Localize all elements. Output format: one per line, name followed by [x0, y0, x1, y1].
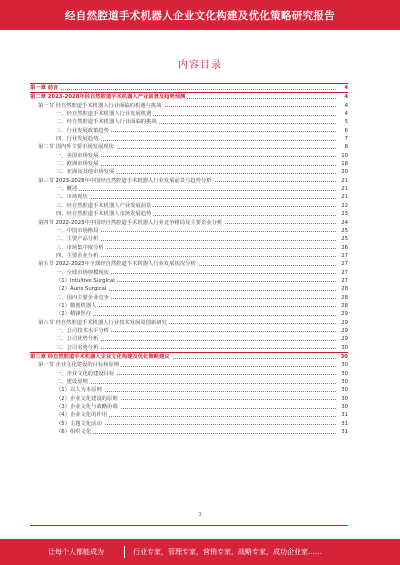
- toc-entry-title: 三、行业发展政策趋势: [30, 127, 111, 135]
- toc-entry-page: 18: [341, 161, 348, 168]
- toc-entry[interactable]: [30, 235, 348, 243]
- toc-entry-page: 20: [341, 169, 348, 176]
- toc-entry-title: 二、市场现状: [30, 193, 90, 201]
- toc-entry-title: （1）Intuitive Surgical: [30, 277, 117, 285]
- toc-entry-page: 30: [341, 404, 348, 411]
- toc-entry-page: 24: [341, 219, 348, 226]
- toc-entry[interactable]: [30, 252, 348, 260]
- toc-entry-title: 一、全球市场规模现状: [30, 269, 111, 277]
- toc-entry-page: 28: [341, 302, 348, 309]
- footer-slogan-divider: [124, 546, 125, 558]
- toc-entry[interactable]: [30, 352, 348, 361]
- toc-entry[interactable]: [30, 285, 348, 293]
- toc-entry-title: 二、经自然腔道手术机器人行业面临的挑战: [30, 118, 159, 126]
- toc-entry-page: 4: [344, 102, 348, 109]
- toc-entry[interactable]: [30, 92, 348, 101]
- toc-entry-title: 一、概述: [30, 185, 79, 193]
- toc-entry-page: 23: [341, 211, 348, 218]
- toc-entry-page: 22: [341, 202, 348, 209]
- toc-entry-page: 30: [341, 395, 348, 402]
- footer-divider: [30, 525, 348, 526]
- toc-entry-title: 二、主要产品分析: [30, 235, 100, 243]
- toc-entry[interactable]: [30, 210, 348, 218]
- toc-entry-page: 21: [341, 186, 348, 193]
- toc-entry[interactable]: [30, 411, 348, 419]
- toc-entry[interactable]: [30, 420, 348, 428]
- toc-entry-page: 31: [341, 429, 348, 436]
- toc-entry[interactable]: [30, 403, 348, 411]
- toc-entry-title: （4）企业文化的作用: [30, 411, 109, 419]
- table-of-contents: [30, 83, 348, 436]
- toc-entry-page: 27: [341, 269, 348, 276]
- toc-entry-title: 第一节 经自然腔道手术机器人行业面临的机遇与挑战: [30, 102, 164, 110]
- toc-entry[interactable]: [30, 302, 348, 310]
- toc-entry[interactable]: [30, 244, 348, 252]
- toc-entry-title: 一、中国市场格局: [30, 227, 100, 235]
- toc-entry[interactable]: [30, 378, 348, 386]
- toc-entry-title: 二、建设原则: [30, 378, 90, 386]
- toc-entry[interactable]: [30, 168, 348, 176]
- toc-entry-title: 二、国内主要企业竞争: [30, 294, 111, 302]
- toc-entry-page: 30: [341, 344, 348, 351]
- toc-entry[interactable]: [30, 260, 348, 268]
- toc-entry-title: 一、经自然腔道手术机器人行业发展机遇: [30, 110, 153, 118]
- toc-entry-page: 4: [344, 94, 348, 101]
- toc-entry-title: 二、公司优势分析: [30, 335, 100, 343]
- toc-entry-title: （3）企业文化与战略协调: [30, 403, 120, 411]
- report-title: 经自然腔道手术机器人企业文化构建及优化策略研究报告: [65, 10, 335, 22]
- toc-entry-title: （2）企业文化建设的原则: [30, 395, 120, 403]
- toc-entry-title: 二、欧洲市场发展: [30, 160, 100, 168]
- toc-entry[interactable]: [30, 319, 348, 327]
- toc-entry[interactable]: [30, 428, 348, 436]
- footer-slogan-right: 行业专家，管理专家，营销专家，战略专家，成功企业家……: [133, 548, 322, 556]
- toc-entry-page: 29: [341, 319, 348, 326]
- toc-entry[interactable]: [30, 386, 348, 394]
- toc-entry[interactable]: [30, 118, 348, 126]
- toc-entry-page: 30: [341, 370, 348, 377]
- toc-entry[interactable]: [30, 219, 348, 227]
- toc-entry-title: 第三节 2023-2028年中国经自然腔道手术机器人行业发展前景与趋势分析: [30, 177, 214, 185]
- toc-entry[interactable]: [30, 370, 348, 378]
- toc-heading: 内容目录: [178, 60, 222, 71]
- header-banner: [0, 0, 400, 30]
- toc-entry[interactable]: [30, 395, 348, 403]
- toc-entry-page: 6: [344, 127, 348, 134]
- toc-entry-title: 第二节 国内外主要市场发展现状: [30, 143, 116, 151]
- toc-entry-title: 第五节 2022-2023年全球经自然腔道手术机器人行业发展状况分析: [30, 260, 198, 268]
- toc-entry-title: 四、经自然腔道手术机器人市场发展趋势: [30, 210, 153, 218]
- toc-entry[interactable]: [30, 127, 348, 135]
- toc-entry-title: 第六节 经自然腔道手术机器人行业技术发展及创新研究: [30, 319, 169, 327]
- toc-entry-title: 四、行业发展趋势: [30, 135, 100, 143]
- toc-entry-title: 一、企业文化的建设目标: [30, 370, 116, 378]
- toc-entry-title: 第二章 2023-2028年经自然腔道手术机器人产业前景及趋势预测: [30, 94, 186, 101]
- toc-entry-title: 第四节 2022-2023年中国经自然腔道手术机器人行业竞争格局及主要企业分析: [30, 219, 224, 227]
- toc-entry-page: 25: [341, 227, 348, 234]
- toc-entry-page: 27: [341, 277, 348, 284]
- toc-entry-title: 第一章 前言: [30, 85, 59, 91]
- toc-entry[interactable]: [30, 185, 348, 193]
- toc-entry-page: 30: [341, 379, 348, 386]
- toc-entry[interactable]: [30, 135, 348, 143]
- footer-slogan-left: 让每个人都能成为: [48, 548, 104, 556]
- toc-entry-page: 4: [344, 111, 348, 118]
- toc-entry-page: 28: [341, 294, 348, 301]
- toc-entry-page: 21: [341, 194, 348, 201]
- toc-entry[interactable]: [30, 344, 348, 352]
- toc-entry-title: 一、美国市场发展: [30, 152, 100, 160]
- toc-entry-page: 30: [341, 387, 348, 394]
- toc-leader-dots: [30, 89, 336, 90]
- toc-entry-title: 四、主要企业分析: [30, 252, 100, 260]
- toc-entry-title: 三、市场集中度分析: [30, 244, 106, 252]
- toc-entry-page: 31: [341, 412, 348, 419]
- toc-entry[interactable]: [30, 202, 348, 210]
- toc-entry[interactable]: [30, 110, 348, 118]
- toc-entry-title: 一、公司技术水平分析: [30, 327, 111, 335]
- toc-entry-page: 30: [340, 354, 348, 360]
- toc-entry-title: （1）微创机器人: [30, 302, 98, 310]
- toc-entry[interactable]: [30, 310, 348, 318]
- toc-entry-page: 27: [341, 261, 348, 268]
- toc-entry-title: （1）以人为本原则: [30, 386, 104, 394]
- toc-entry[interactable]: [30, 143, 348, 151]
- toc-entry[interactable]: [30, 152, 348, 160]
- toc-entry-page: 26: [341, 244, 348, 251]
- toc-entry-title: （2）Auris Surgical: [30, 285, 108, 293]
- toc-entry-page: 29: [341, 336, 348, 343]
- toc-entry-title: 第三章 经自然腔道手术机器人企业文化构建及优化策略建议: [30, 354, 170, 360]
- toc-entry[interactable]: [30, 327, 348, 335]
- toc-entry-page: 5: [344, 119, 348, 126]
- toc-entry[interactable]: [30, 102, 348, 110]
- page-number: 3: [198, 512, 202, 518]
- toc-entry[interactable]: [30, 160, 348, 168]
- toc-entry[interactable]: [30, 269, 348, 277]
- toc-entry-title: 三、公司劣势分析: [30, 344, 100, 352]
- toc-entry-page: 4: [344, 85, 348, 91]
- toc-entry-page: 7: [344, 136, 348, 143]
- toc-entry[interactable]: [30, 227, 348, 235]
- toc-entry[interactable]: [30, 335, 348, 343]
- toc-entry[interactable]: [30, 294, 348, 302]
- toc-entry-page: 27: [341, 252, 348, 259]
- toc-entry-page: 10: [341, 152, 348, 159]
- toc-entry-page: 29: [341, 327, 348, 334]
- toc-entry[interactable]: [30, 83, 348, 92]
- toc-entry-page: 28: [341, 286, 348, 293]
- toc-entry-title: （5）主题文化活动: [30, 420, 104, 428]
- toc-entry-page: 29: [341, 311, 348, 318]
- toc-entry-title: 三、经自然腔道手术机器人产业发展前景: [30, 202, 153, 210]
- toc-entry[interactable]: [30, 361, 348, 369]
- toc-entry-title: （6）组织文化: [30, 428, 93, 436]
- footer-banner: [0, 539, 400, 565]
- toc-entry-page: 30: [341, 362, 348, 369]
- toc-entry-page: 8: [344, 144, 348, 151]
- toc-entry-title: 三、亚洲及其他市场发展: [30, 168, 116, 176]
- toc-entry[interactable]: [30, 193, 348, 201]
- toc-entry[interactable]: [30, 177, 348, 185]
- toc-entry-title: （2）精锋医疗: [30, 310, 93, 318]
- toc-entry-page: 25: [341, 236, 348, 243]
- toc-entry-page: 31: [341, 420, 348, 427]
- toc-entry[interactable]: [30, 277, 348, 285]
- toc-entry-title: 第一节 企业文化建设的目标和原则: [30, 361, 121, 369]
- toc-entry-page: 21: [341, 177, 348, 184]
